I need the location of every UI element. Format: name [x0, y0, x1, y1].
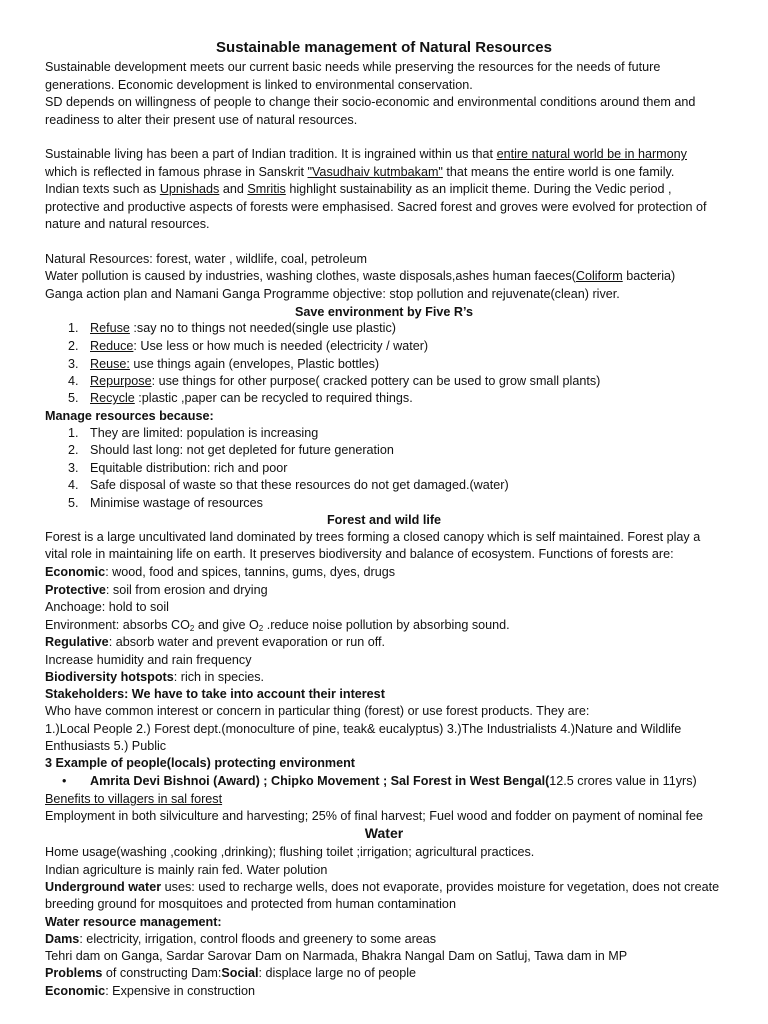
section-heading: Manage resources because: — [45, 409, 214, 423]
forest-biodiversity — [45, 669, 264, 686]
term-text: : soil from erosion and drying — [105, 583, 268, 597]
intro-line: readiness to alter their present use of natural resources. — [45, 113, 358, 127]
forest-regulative — [45, 634, 385, 651]
water-economic — [45, 983, 255, 1000]
resources-line: Natural Resources: forest, water , wildlife, coal, petroleum — [45, 252, 367, 266]
list-number: 4. — [68, 374, 79, 388]
list-item: Safe disposal of waste so that these resources do not get damaged.(water) — [90, 478, 509, 492]
list-number: 5. — [68, 391, 79, 405]
term-label: Protective — [45, 583, 106, 597]
stakeholders-line: Enthusiasts 5.) Public — [45, 739, 167, 753]
section-heading: Save environment by Five R’s — [294, 305, 473, 319]
term-label: Economic — [45, 984, 106, 998]
list-item-text: use things again (envelopes, Plastic bottles) — [129, 357, 380, 371]
forest-line: vital role in maintaining life on earth. It preserves biodiversity and balance of ecosystem. Functions of forests are: — [45, 547, 674, 561]
section-heading: Stakeholders: We have to take into account their interest — [45, 687, 385, 701]
list-item-key: Reduce — [90, 339, 134, 353]
list-number: 5. — [68, 496, 79, 510]
water-line: Indian agriculture is mainly rain fed. Water polution — [45, 863, 328, 877]
list-number: 4. — [68, 478, 79, 492]
list-item: Minimise wastage of resources — [90, 496, 263, 510]
list-number: 1. — [68, 321, 79, 335]
example-value: 12.5 crores value in 11yrs) — [549, 774, 697, 788]
list-number: 3. — [68, 357, 79, 371]
underlined-phrase: Upnishads — [159, 182, 220, 196]
term-text: : rich in species. — [173, 670, 265, 684]
list-item-text: : Use less or how much is needed (electricity / water) — [133, 339, 429, 353]
underlined-phrase: entire natural world be in harmony — [496, 147, 687, 161]
term-label: Biodiversity hotspots — [45, 670, 174, 684]
water-dams — [45, 931, 436, 948]
example-item — [90, 773, 697, 790]
list-item — [90, 356, 379, 373]
underlined-phrase: "Vasudhaiv kutmbakam" — [307, 165, 443, 179]
list-item: They are limited: population is increasing — [90, 426, 319, 440]
list-item — [90, 338, 428, 355]
term-label: Problems — [45, 966, 103, 980]
water-line: Home usage(washing ,cooking ,drinking); flushing toilet ;irrigation; agricultural practices. — [45, 845, 535, 859]
list-number: 2. — [68, 339, 79, 353]
tradition-line — [45, 181, 672, 198]
term-label: Underground water — [45, 880, 162, 894]
term-text: of constructing Dam: — [102, 966, 222, 980]
list-item: Equitable distribution: rich and poor — [90, 461, 288, 475]
bullet-icon: • — [62, 774, 67, 788]
example-names: Amrita Devi Bishnoi (Award) ; Chipko Movement ; Sal Forest in West Bengal( — [90, 774, 550, 788]
list-number: 3. — [68, 461, 79, 475]
section-heading: Water resource management: — [45, 915, 222, 929]
water-underground — [45, 879, 719, 896]
water-line: Tehri dam on Ganga, Sardar Sarovar Dam on Narmada, Bhakra Nangal Dam on Satluj, Tawa dam in MP — [45, 949, 628, 963]
resources-line: Ganga action plan and Namani Ganga Programme objective: stop pollution and rejuvenate(clean) river. — [45, 287, 620, 301]
water-problems — [45, 965, 416, 982]
water-line: breeding ground for mosquitoes and protected from human contamination — [45, 897, 456, 911]
subscript: 2 — [189, 624, 195, 633]
list-item: Should last long: not get depleted for future generation — [90, 443, 394, 457]
term-text: : displace large no of people — [258, 966, 417, 980]
stakeholders-line: 1.)Local People 2.) Forest dept.(monoculture of pine, teak& eucalyptus) 3.)The Industrialists 4.)Nature and Wildlife — [45, 722, 682, 736]
forest-economic — [45, 564, 395, 581]
text-run: and give O — [194, 618, 259, 632]
forest-line: Forest is a large uncultivated land dominated by trees forming a closed canopy which is self maintained. Forest play a — [45, 530, 701, 544]
underlined-phrase: Smritis — [247, 182, 286, 196]
list-item — [90, 320, 396, 337]
term-text: : absorb water and prevent evaporation or run off. — [108, 635, 386, 649]
text-run: Water pollution is caused by industries, washing clothes, waste disposals,ashes human faeces( — [45, 269, 576, 283]
benefits-line: Employment in both silviculture and harvesting; 25% of final harvest; Fuel wood and fodder on payment of nominal fee — [45, 809, 704, 823]
forest-line: Anchoage: hold to soil — [45, 600, 169, 614]
term-label: Regulative — [45, 635, 109, 649]
list-item-key: Recycle — [90, 391, 135, 405]
list-item-text: : use things for other purpose( cracked pottery can be used to grow small plants) — [151, 374, 601, 388]
page-title: Sustainable management of Natural Resources — [216, 39, 552, 56]
section-heading: 3 Example of people(locals) protecting environment — [45, 756, 356, 770]
intro-line: generations. Economic development is linked to environmental conservation. — [45, 78, 473, 92]
list-item — [90, 373, 600, 390]
tradition-line: nature and natural resources. — [45, 217, 210, 231]
text-run: bacteria) — [622, 269, 676, 283]
list-item-key: Reuse: — [90, 357, 130, 371]
intro-line: SD depends on willingness of people to change their socio-economic and environmental conditions around them and — [45, 95, 696, 109]
term-label: Dams — [45, 932, 80, 946]
subscript: 2 — [258, 624, 264, 633]
resources-line — [45, 268, 675, 285]
intro-line: Sustainable development meets our current basic needs while preserving the resources for the needs of future — [45, 60, 661, 74]
text-run: and — [219, 182, 248, 196]
list-item-key: Repurpose — [90, 374, 152, 388]
term-text: : Expensive in construction — [105, 984, 255, 998]
stakeholders-line: Who have common interest or concern in particular thing (forest) or use forest products. They are: — [45, 704, 590, 718]
text-run: Environment: absorbs CO — [45, 618, 190, 632]
tradition-line: protective and productive aspects of forests were emphasised. Sacred forest and groves were evolved for protection of — [45, 200, 707, 214]
list-item-text: :plastic ,paper can be recycled to required things. — [134, 391, 413, 405]
term-text: uses: used to recharge wells, does not evaporate, provides moisture for vegetation, does not create — [161, 880, 720, 894]
tradition-line — [45, 164, 674, 181]
text-run: Indian texts such as — [45, 182, 160, 196]
text-run: that means the entire world is one family. — [442, 165, 675, 179]
text-run: Sustainable living has been a part of Indian tradition. It is ingrained within us that — [45, 147, 497, 161]
term-label: Economic — [45, 565, 106, 579]
term-label: Social — [221, 966, 259, 980]
forest-protective — [45, 582, 268, 599]
tradition-line — [45, 146, 687, 163]
text-run: .reduce noise pollution by absorbing sound. — [263, 618, 510, 632]
term-text: : wood, food and spices, tannins, gums, dyes, drugs — [105, 565, 396, 579]
text-run: which is reflected in famous phrase in Sanskrit — [45, 165, 308, 179]
underlined-phrase: Coliform — [575, 269, 623, 283]
list-number: 1. — [68, 426, 79, 440]
section-heading: Water — [364, 825, 404, 841]
list-item-key: Refuse — [90, 321, 130, 335]
forest-line: Increase humidity and rain frequency — [45, 653, 252, 667]
section-heading: Forest and wild life — [326, 513, 442, 527]
subheading: Benefits to villagers in sal forest — [45, 792, 223, 806]
list-number: 2. — [68, 443, 79, 457]
term-text: : electricity, irrigation, control floods and greenery to some areas — [79, 932, 437, 946]
list-item-text: :say no to things not needed(single use plastic) — [129, 321, 396, 335]
list-item — [90, 390, 413, 407]
text-run: highlight sustainability as an implicit theme. During the Vedic period , — [285, 182, 672, 196]
